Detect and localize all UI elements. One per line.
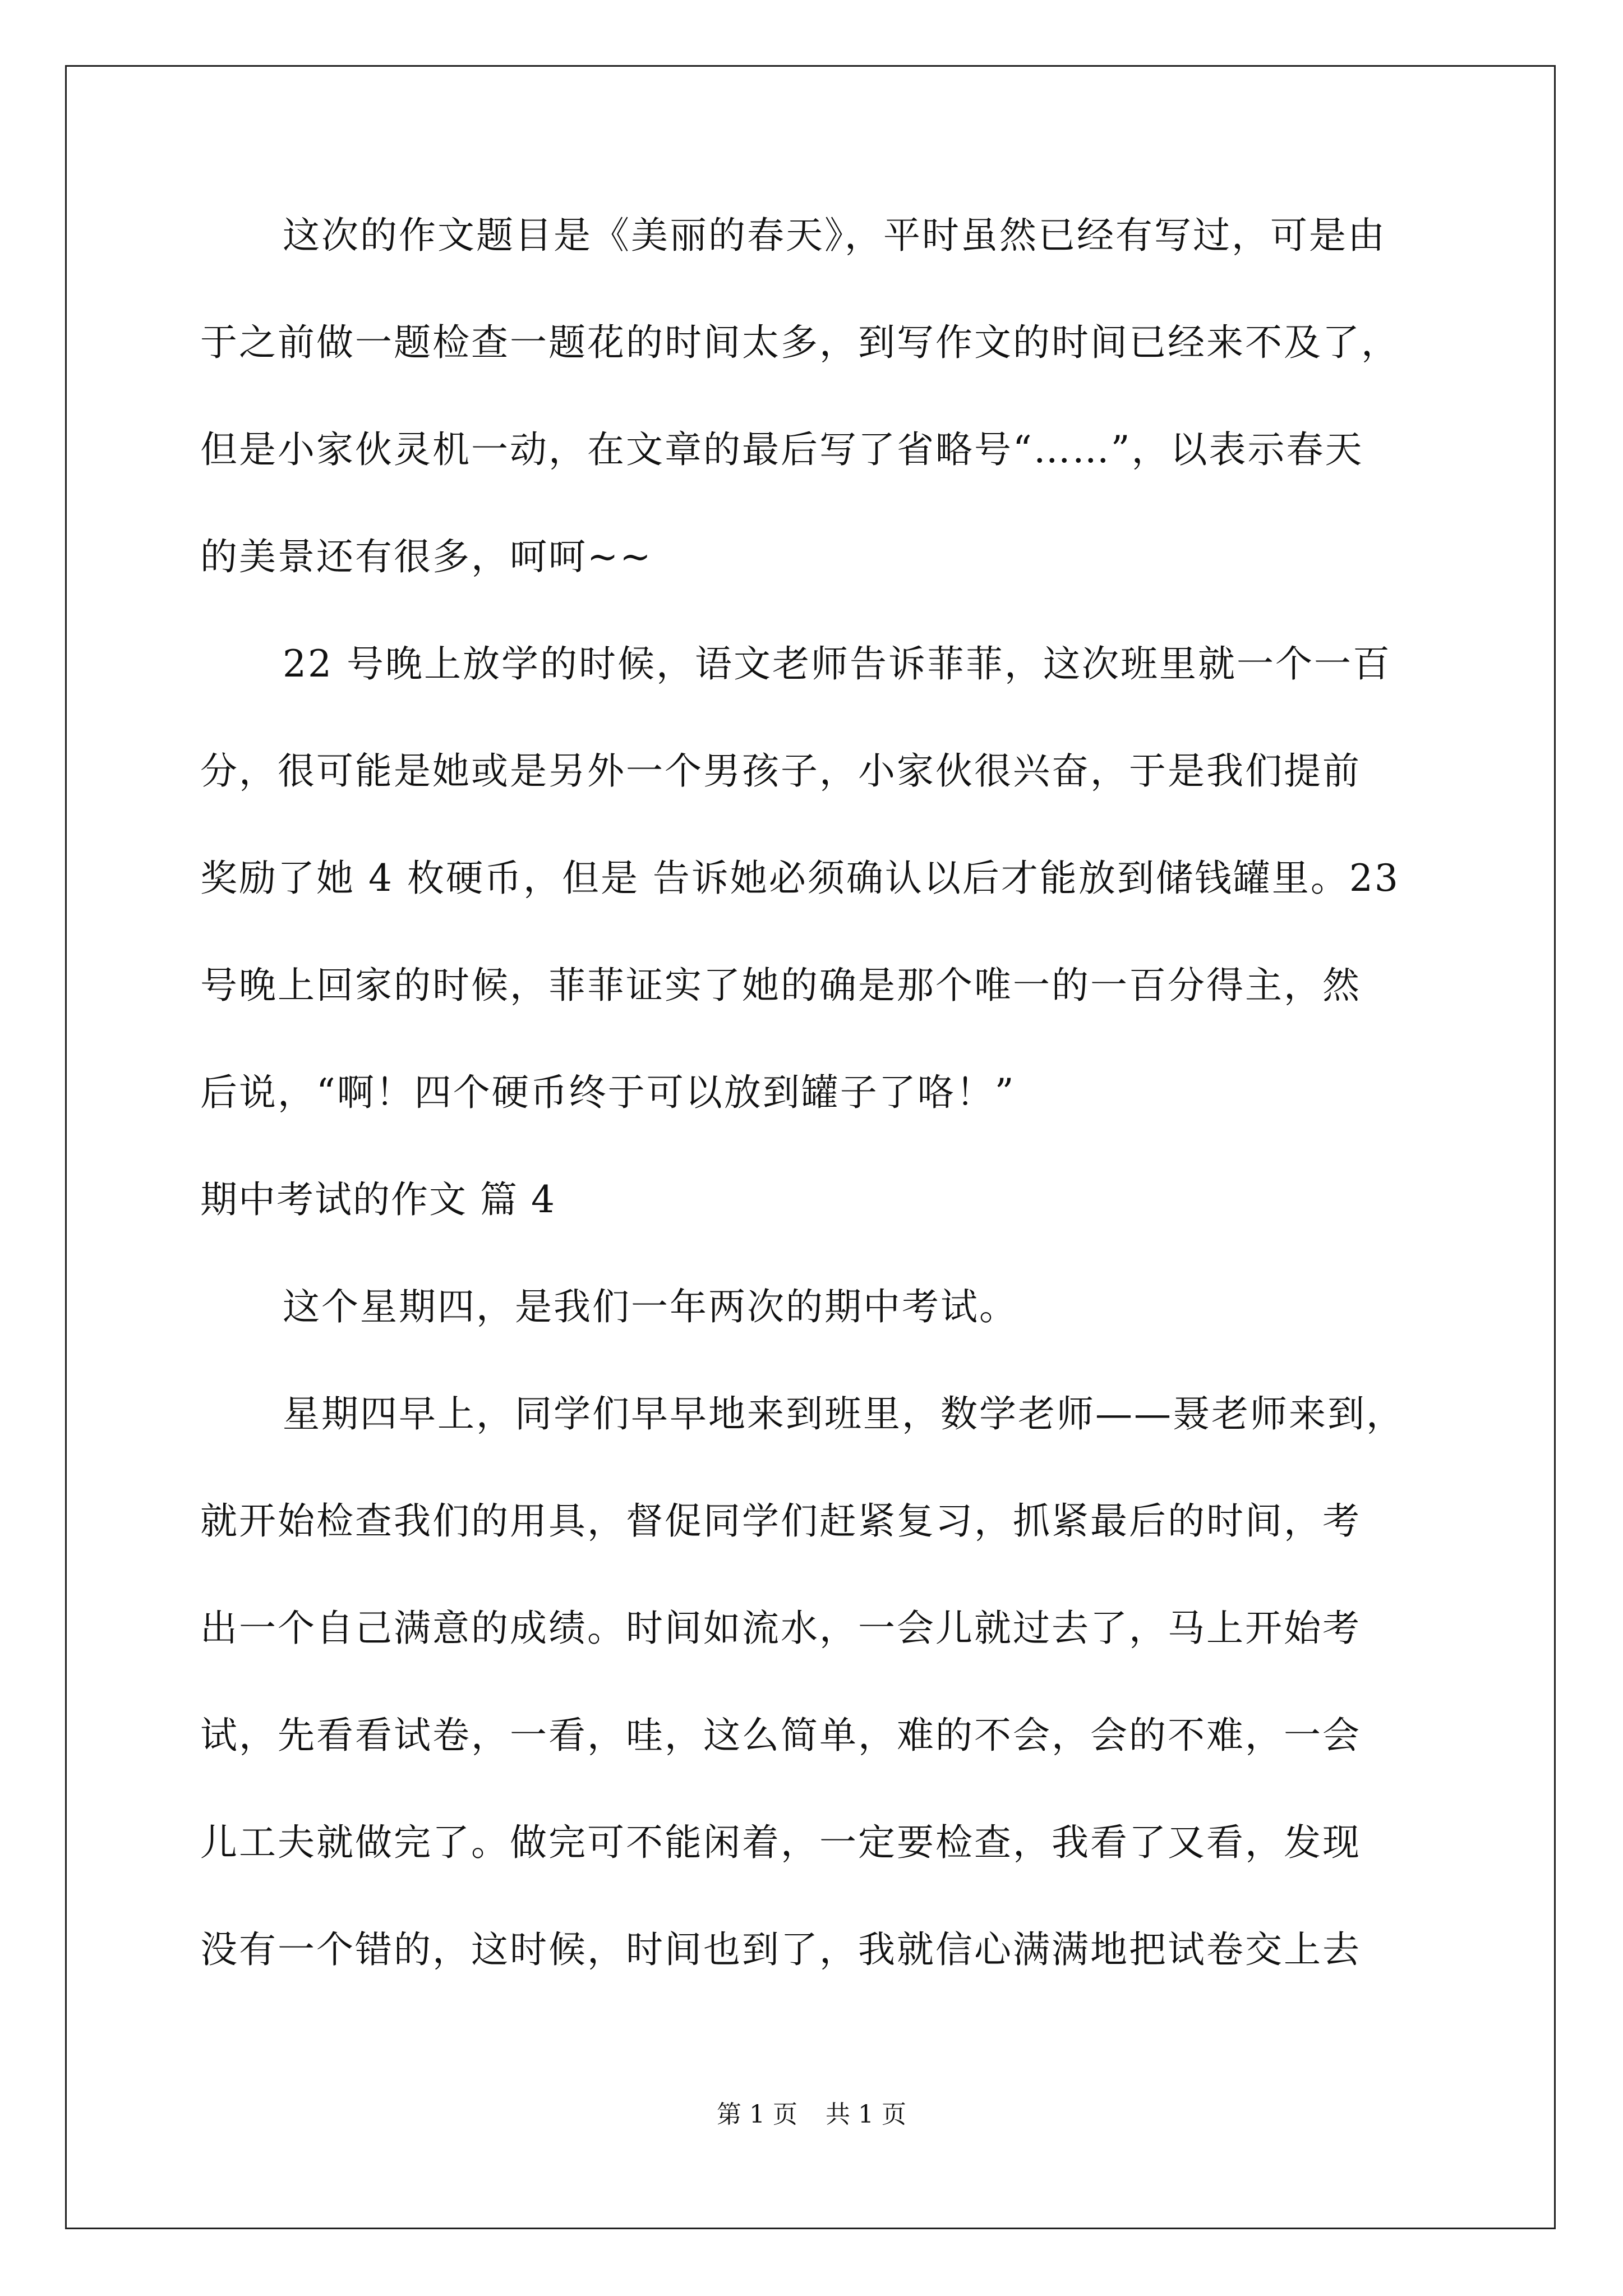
paragraph-line: 试，先看看试卷，一看，哇，这么简单，难的不会，会的不难，一会: [200, 1714, 1361, 1757]
paragraph-line: 22 号晚上放学的时候，语文老师告诉菲菲，这次班里就一个一百: [283, 642, 1391, 685]
page-border: [65, 65, 1556, 2229]
paragraph-line: 出一个自己满意的成绩。时间如流水，一会儿就过去了，马上开始考: [200, 1607, 1361, 1650]
paragraph-line: 的美景还有很多，呵呵~~: [200, 535, 653, 578]
section-heading: 期中考试的作文 篇 4: [200, 1178, 556, 1221]
page-footer: [0, 2098, 1623, 2132]
paragraph-line: 分，很可能是她或是另外一个男孩子，小家伙很兴奋，于是我们提前: [200, 749, 1361, 793]
paragraph-line: 但是小家伙灵机一动，在文章的最后写了省略号“……”，以表示春天: [200, 428, 1364, 471]
paragraph-line: 后说，“啊！四个硬币终于可以放到罐子了咯！”: [200, 1071, 1016, 1114]
paragraph-line: 没有一个错的，这时候，时间也到了，我就信心满满地把试卷交上去: [200, 1928, 1361, 1971]
paragraph-line: 儿工夫就做完了。做完可不能闲着，一定要检查，我看了又看，发现: [200, 1821, 1361, 1864]
total-pages: 共 1 页: [826, 2100, 906, 2129]
paragraph-line: 奖励了她 4 枚硬币，但是 告诉她必须确认以后才能放到储钱罐里。23: [200, 857, 1400, 900]
paragraph-line: 这次的作文题目是《美丽的春天》，平时虽然已经有写过，可是由: [283, 214, 1386, 257]
paragraph-line: 号晚上回家的时候，菲菲证实了她的确是那个唯一的一百分得主，然: [200, 964, 1361, 1007]
paragraph-line: 于之前做一题检查一题花的时间太多，到写作文的时间已经来不及了，: [200, 321, 1400, 364]
paragraph-line: 这个星期四，是我们一年两次的期中考试。: [283, 1285, 1018, 1328]
paragraph-line: 就开始检查我们的用具，督促同学们赶紧复习，抓紧最后的时间，考: [200, 1499, 1361, 1543]
paragraph-line: 星期四早上，同学们早早地来到班里，数学老师——聂老师来到，: [283, 1392, 1405, 1435]
page-number: 第 1 页: [717, 2100, 797, 2129]
